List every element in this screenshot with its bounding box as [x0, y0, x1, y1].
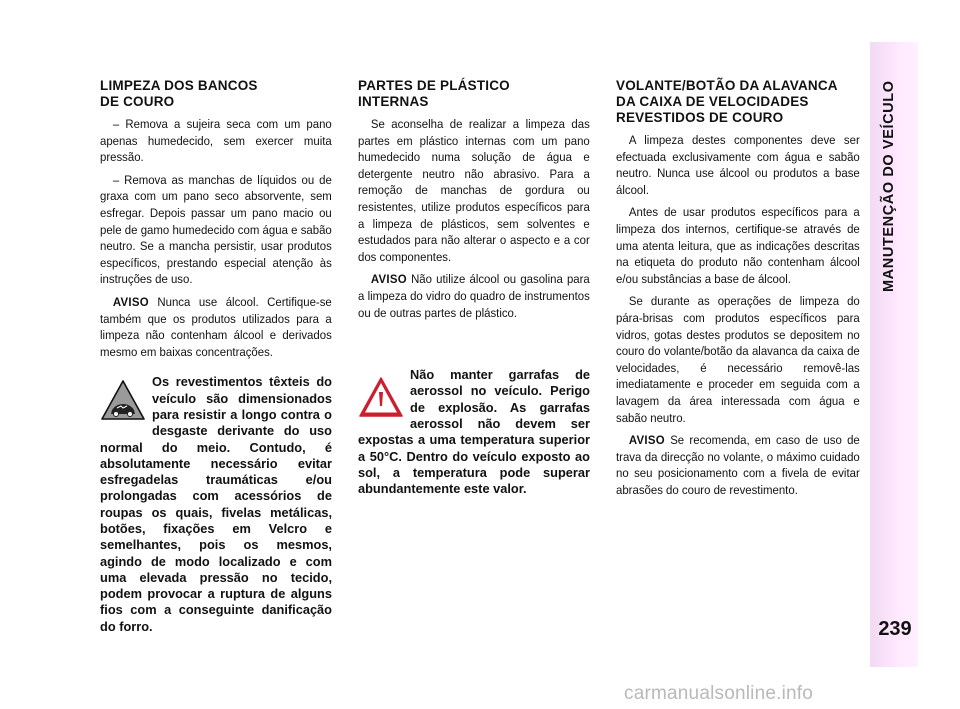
watermark: carmanualsonline.info — [624, 683, 814, 704]
warning-text: Não manter garrafas de aerossol no veículo. Perigo de explosão. As garrafas aerossol não devem ser expostas a uma temperatura superior a 50°C. Dentro do veículo exposto ao sol, a temperatura pode superar abundantemente este valor. — [358, 367, 590, 497]
paragraph: Se aconselha de realizar a limpeza das partes em plástico internas com um pano humedecido numa solução de água e detergente neutro não abrasivo. Para a remoção de manchas de gordura ou resistentes, utilize produtos específicos para a limpeza de plásticos, sem solventes e estudados para não alterar o aspecto e a cor dos componentes. — [358, 117, 590, 264]
aviso-label: AVISO — [628, 433, 665, 448]
heading-line-2: INTERNAS — [358, 94, 429, 109]
heading-line-3: REVESTIDOS DE COURO — [616, 110, 784, 125]
paragraph: – Remova as manchas de líquidos ou de graxa com um pano seco absorvente, sem esfregar. Depois passar um pano macio ou pele de gamo humedecido com água e sabão neutro. Se a mancha persistir, usar produtos específicos, prestando especial atenção às instruções de uso. — [100, 172, 332, 287]
aviso-text: Não utilize álcool ou gasolina para a limpeza do vidro do quadro de instrumentos ou de outras partes de plástico. — [358, 272, 590, 320]
heading-line-1: VOLANTE/BOTÃO DA ALAVANCA — [616, 78, 838, 93]
heading-line-2: DE COURO — [100, 94, 175, 109]
heading-steering-wheel — [616, 78, 860, 126]
paragraph: A limpeza destes componentes deve ser efectuada exclusivamente com água e sabão neutro. Nunca use álcool ou produtos a base álcool. — [616, 133, 860, 197]
aviso-paragraph — [100, 294, 332, 360]
heading-leather-seats — [100, 78, 332, 110]
aviso-paragraph — [616, 432, 860, 498]
aviso-label: AVISO — [370, 272, 407, 287]
page-number: 239 — [878, 618, 912, 640]
paragraph: Antes de usar produtos específicos para a limpeza dos internos, certifique-se através de uma atenta leitura, que as indicações descritas na etiqueta do produto não contenham álcool e/ou substâncias a base de álcool. — [616, 205, 860, 286]
paragraph: – Remova a sujeira seca com um pano apenas humedecido, sem exercer muita pressão. — [100, 117, 332, 165]
heading-plastic-parts — [358, 78, 590, 110]
aviso-paragraph — [358, 271, 590, 321]
paragraph: Se durante as operações de limpeza do pára-brisas com produtos específicos para vidros, gotas destes produtos se depositem no couro do volante/botão da alavanca da caixa de velocidades, é necessário removê-las imediatamente e proceder em seguida com a lavagem da área interessada com água e sabão neutro. — [616, 294, 860, 425]
section-title: MANUTENÇÃO DO VEÍCULO — [881, 80, 897, 292]
warning-box — [100, 374, 332, 635]
column-leather-seats — [100, 78, 332, 635]
warning-text: Os revestimentos têxteis do veículo são dimensionados para resistir a longo contra o desgaste derivante do uso normal do meio. Contudo, é absolutamente necessário evitar esfregadelas traumáticas e/ou prolongadas com acessórios de roupas os quais, fivelas metálicas, botões, fixações em Velcro e semelhantes, pois os mesmos, agindo de modo localizado e com uma elevada pressão no tecido, podem provocar a ruptura de alguns fios com a conseguinte danificação do forro. — [100, 374, 332, 634]
heading-line-2: DA CAIXA DE VELOCIDADES — [616, 94, 809, 109]
car-interior-warning-icon — [100, 378, 146, 422]
exclamation-warning-icon — [358, 375, 404, 419]
aviso-text: Nunca use álcool. Certifique-se também que os produtos utilizados para a limpeza não contenham álcool e derivados mesmo em baixas concentrações. — [100, 294, 332, 359]
column-plastic-parts — [358, 78, 590, 498]
aviso-text: Se recomenda, em caso de uso de trava da direcção no volante, o máximo cuidado no seu posicionamento com a fivela de evitar abrasões do couro de revestimento. — [616, 433, 860, 497]
heading-line-1: LIMPEZA DOS BANCOS — [100, 78, 258, 93]
column-steering-wheel — [616, 78, 860, 504]
aviso-label: AVISO — [112, 294, 149, 309]
warning-box — [358, 367, 590, 497]
heading-line-1: PARTES DE PLÁSTICO — [358, 78, 510, 93]
